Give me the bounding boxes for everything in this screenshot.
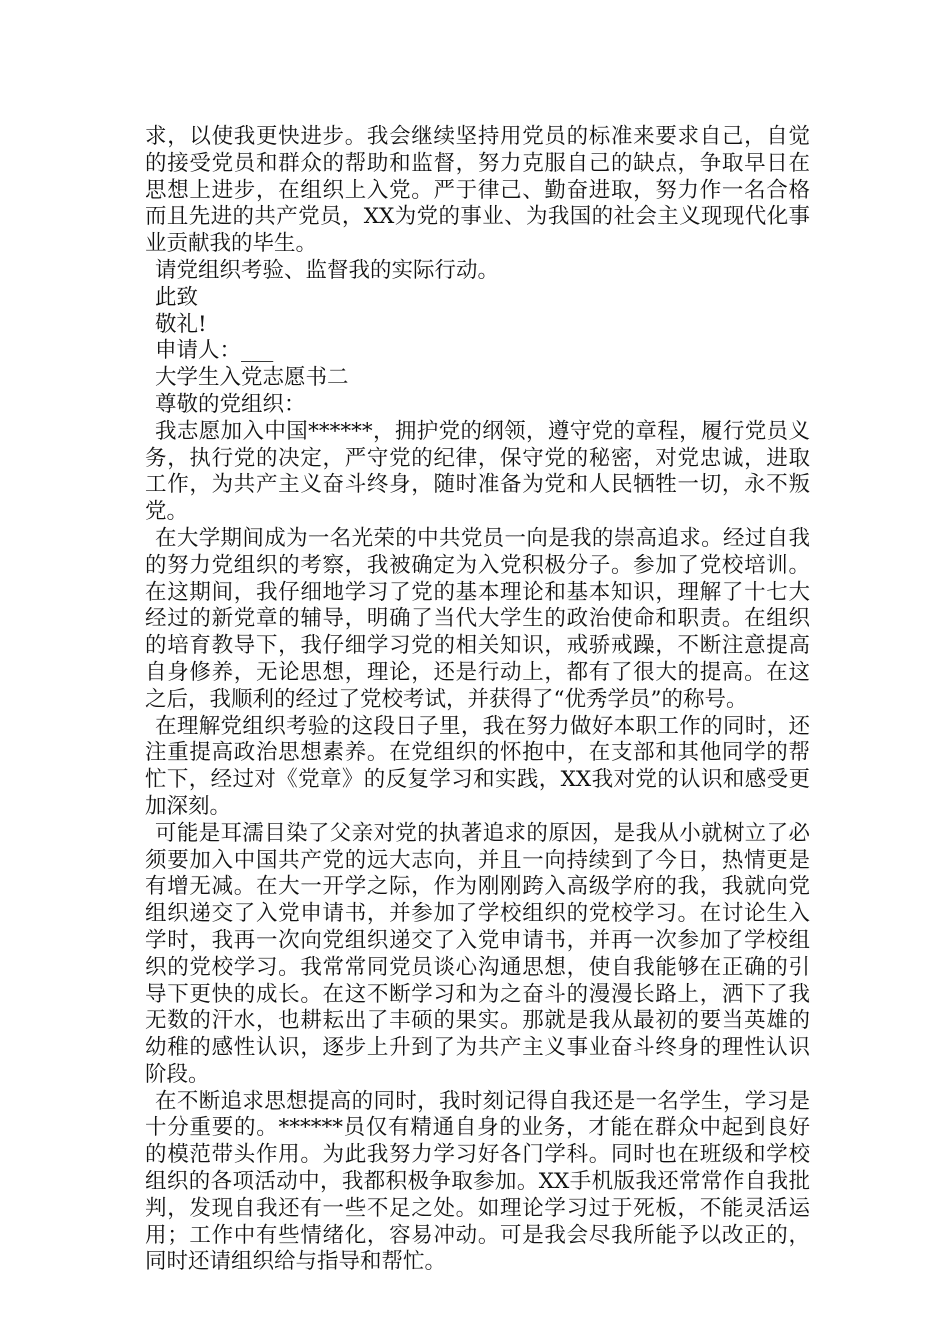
paragraph-continuation: 求，以使我更快进步。我会继续坚持用党员的标准来要求自己，自觉的接受党员和群众的帮助和监督，努力克服自己的缺点，争取早日在思想上进步，在组织上入党。严于律己、勤奋进取，努力作一名合格而且先进的共产党员，XX为党的事业、为我国的社会主义现现代化事业贡献我的毕生。: [145, 124, 810, 257]
document-body: [145, 124, 810, 1276]
paragraph-family-influence: 可能是耳濡目染了父亲对党的执著追求的原因，是我从小就树立了必须要加入中国共产党的远大志向，并且一向持续到了今日，热情更是有增无减。在大一开学之际，作为刚刚跨入高级学府的我，我就向党组织递交了入党申请书，并参加了学校组织的党校学习。在讨论生入学时，我再一次向党组织递交了入党申请书，并再一次参加了学校组织的党校学习。我常常同党员谈心沟通思想，使自我能够在正确的引导下更快的成长。在这不断学习和为之奋斗的漫漫长路上，洒下了我无数的汗水，也耕耘出了丰硕的果实。那就是我从最初的要当英雄的幼稚的感性认识，逐步上升到了为共产主义事业奋斗终身的理性认识阶段。: [145, 820, 810, 1087]
paragraph-study-self-criticism: 在不断追求思想提高的同时，我时刻记得自我还是一名学生，学习是十分重要的。******员仅有精通自身的业务，才能在群众中起到良好的模范带头作用。为此我努力学习好各门学科。同时也在班级和学校组织的各项活动中，我都积极争取参加。XX手机版我还常常作自我批判，发现自我还有一些不足之处。如理论学习过于死板，不能灵活运用；工作中有些情绪化，容易冲动。可是我会尽我所能予以改正的，同时还请组织给与指导和帮忙。: [145, 1088, 810, 1275]
paragraph-university-pursuit: 在大学期间成为一名光荣的中共党员一向是我的崇高追求。经过自我的努力党组织的考察，我被确定为入党积极分子。参加了党校培训。在这期间，我仔细地学习了党的基本理论和基本知识，理解了十七大经过的新党章的辅导，明确了当代大学生的政治使命和职责。在组织的培育教导下，我仔细学习党的相关知识，戒骄戒躁，不断注意提高自身修养，无论思想，理论，还是行动上，都有了很大的提高。在这之后，我顺利的经过了党校考试，并获得了“优秀学员”的称号。: [145, 525, 810, 712]
closing-jingli: 敬礼!: [155, 311, 207, 337]
applicant-signature-line: 申请人：___: [155, 338, 274, 364]
salutation: 尊敬的党组织：: [155, 391, 306, 417]
paragraph-pledge: 我志愿加入中国******，拥护党的纲领，遵守党的章程，履行党员义务，执行党的决定，严守党的纪律，保守党的秘密，对党忠诚，进取工作，为共产主义奋斗终身，随时准备为党和人民牺牲一切，永不叛党。: [145, 418, 810, 525]
paragraph-probation-period: 在理解党组织考验的这段日子里，我在努力做好本职工作的同时，还注重提高政治思想素养。在党组织的怀抱中，在支部和其他同学的帮忙下，经过对《党章》的反复学习和实践，XX我对党的认识和感受更加深刻。: [145, 713, 810, 819]
paragraph-request-supervision: 请党组织考验、监督我的实际行动。: [155, 257, 500, 283]
section-title: 大学生入党志愿书二: [155, 365, 349, 391]
closing-cizhi: 此致: [155, 284, 199, 310]
